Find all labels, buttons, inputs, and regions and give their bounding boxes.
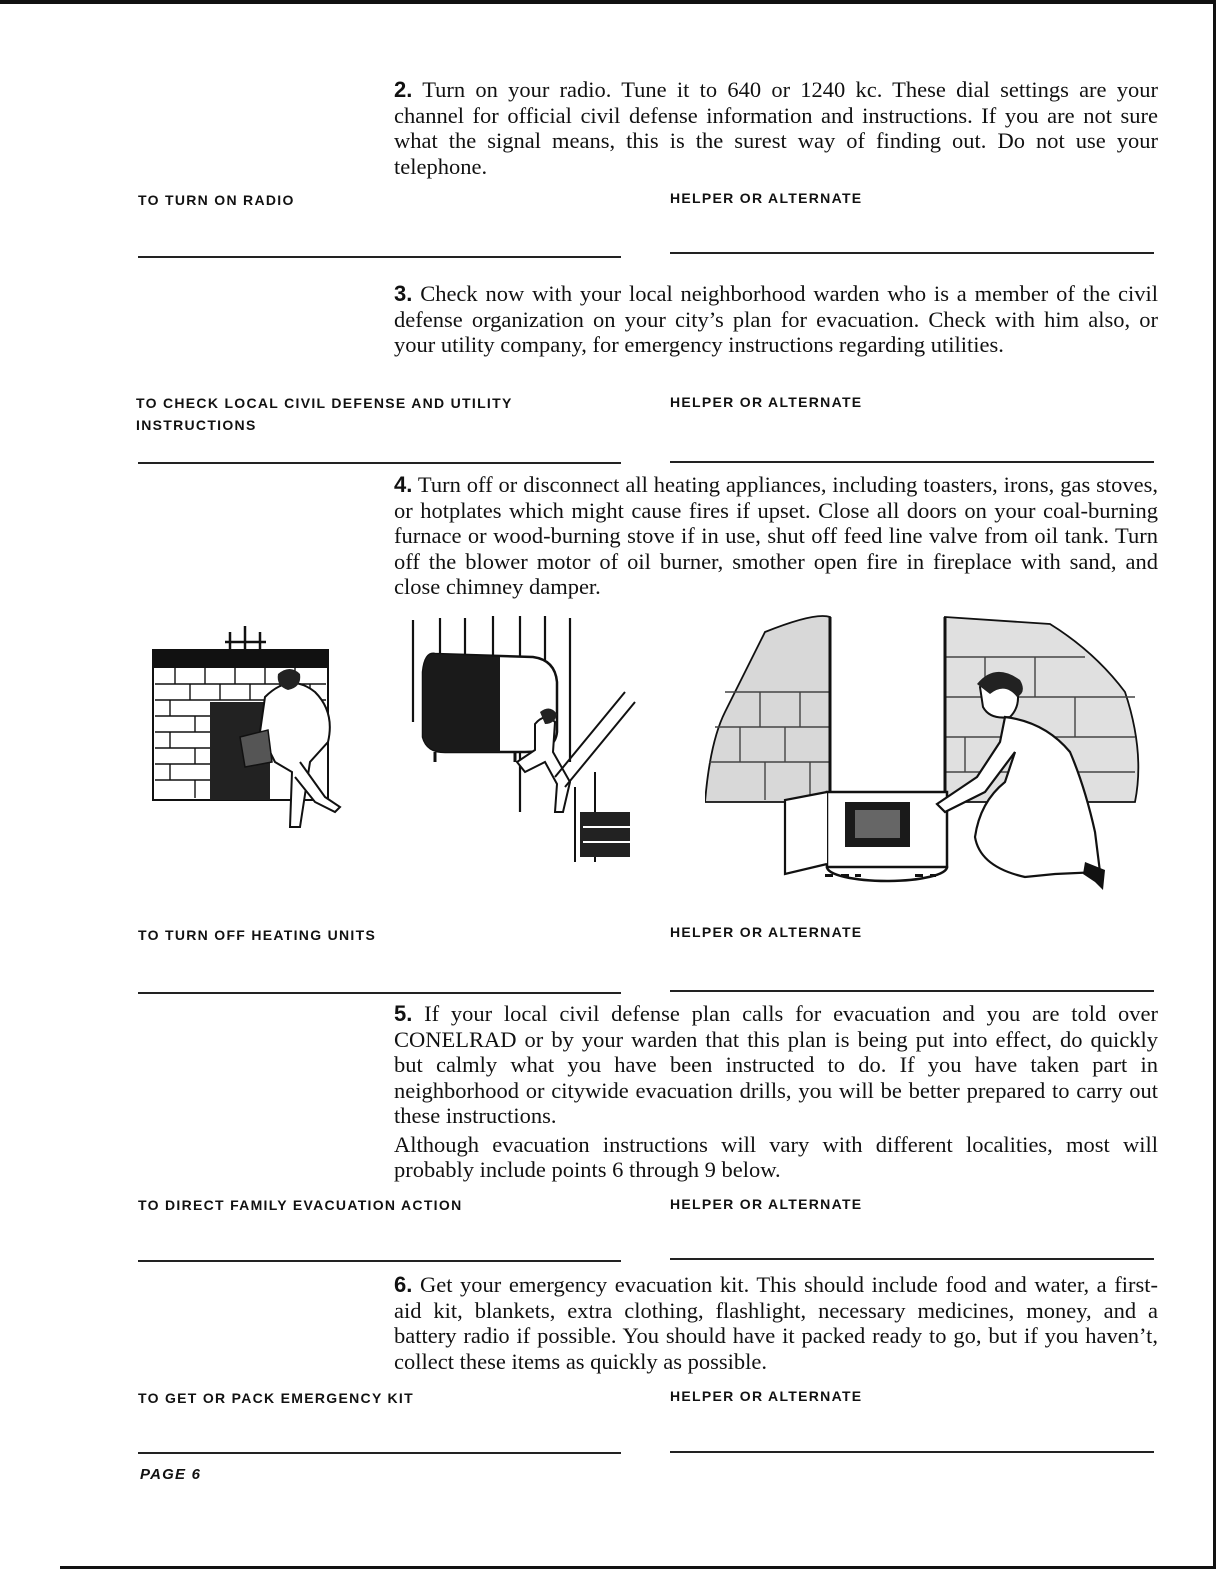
section-2-helper-signature-line [670,252,1154,254]
section-5-number: 5. [394,1001,413,1026]
section-2-task-signature-line [138,256,621,258]
section-6-task-label: TO GET OR PACK EMERGENCY KIT [138,1390,414,1406]
section-4-helper-label: HELPER OR ALTERNATE [670,924,863,940]
stove-illustration-icon [705,612,1160,897]
section-6-task-signature-line [138,1452,621,1454]
section-5-helper-signature-line [670,1258,1154,1260]
oil-tank-illustration-icon [405,612,660,862]
section-3-task-label [136,392,513,436]
page-border-top [0,0,1216,4]
section-4-number: 4. [394,472,413,497]
section-5-helper-label: HELPER OR ALTERNATE [670,1196,863,1212]
section-6-text: Get your emergency evacuation kit. This should include food and water, a first-aid kit, blankets, extra clothing, flashlight, necessary medicines, money, and a battery radio if possible. You should have it packed ready to go, but if you haven’t, collect these items as quickly as possible. [394,1272,1159,1374]
section-3-helper-label: HELPER OR ALTERNATE [670,394,863,410]
section-5-text-2: Although evacuation instructions will vary with different localities, most will probably include points 6 through 9 below. [394,1131,1158,1182]
section-4-helper-signature-line [670,990,1154,992]
section-6-paragraph [394,1272,1158,1374]
section-2-paragraph [394,77,1158,179]
section-2-text: Turn on your radio. Tune it to 640 or 1240 kc. These dial settings are your channel for official civil defense information and instructions. If you are not sure what the signal means, this is the surest way of finding out. Do not use your telephone. [394,77,1159,179]
section-3-text: Check now with your local neighborhood warden who is a member of the civil defense organization on your city’s plan for evacuation. Check with him also, or your utility company, for emergency instructions regarding utilities. [394,281,1158,357]
section-2-number: 2. [394,77,413,102]
section-3-number: 3. [394,281,413,306]
section-4-task-signature-line [138,992,621,994]
section-5-text: If your local civil defense plan calls for evacuation and you are told over CONELRAD or by your warden that this plan is being put into effect, do quickly but calmly what you have been instructed to do. If you have taken part in neighborhood or citywide evacuation drills, you will be better prepared to carry out these instructions. [394,1001,1158,1128]
section-4-paragraph [394,472,1158,600]
section-3-task-label-line-1: TO CHECK LOCAL CIVIL DEFENSE AND UTILITY [136,395,513,411]
section-5-task-label: TO DIRECT FAMILY EVACUATION ACTION [138,1197,463,1213]
section-6-helper-signature-line [670,1451,1154,1453]
section-3-task-signature-line [138,462,621,464]
page-number: PAGE 6 [140,1466,202,1483]
section-3-helper-signature-line [670,461,1154,463]
section-2-helper-label: HELPER OR ALTERNATE [670,190,863,206]
section-5-paragraph [394,1001,1158,1183]
section-4-text: Turn off or disconnect all heating appliances, including toasters, irons, gas stoves, or hotplates which might cause fires if upset. Close all doors on your coal-burning furnace or wood-burning stove if in use, shut off feed line valve from oil tank. Turn off the blower motor of oil burner, smother open fire in fireplace with sand, and close chimney damper. [394,472,1158,599]
section-3-paragraph [394,281,1158,358]
section-6-number: 6. [394,1272,413,1297]
section-4-task-label: TO TURN OFF HEATING UNITS [138,927,377,943]
section-5-task-signature-line [138,1260,621,1262]
section-3-task-label-line-2: INSTRUCTIONS [136,417,257,433]
section-6-helper-label: HELPER OR ALTERNATE [670,1388,863,1404]
fireplace-illustration-icon [150,612,355,842]
section-5-text-block [394,1001,1158,1129]
section-2-task-label: TO TURN ON RADIO [138,192,295,208]
